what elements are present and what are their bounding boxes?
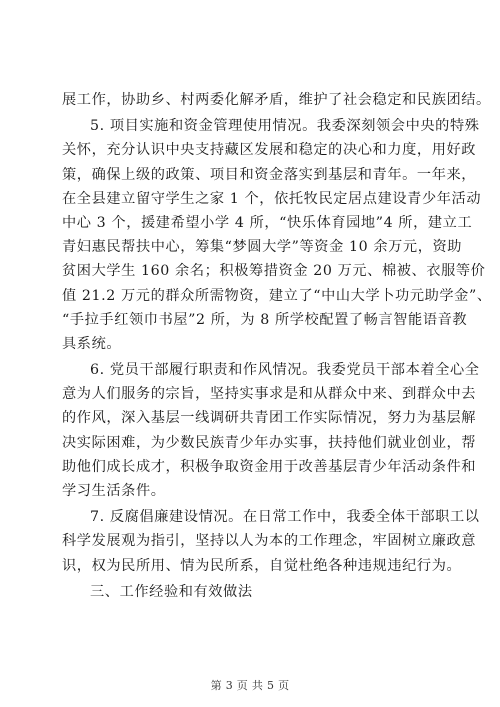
paragraph-line: 意为人们服务的宗旨，坚持实事求是和从群众中来、到群众中去: [62, 386, 477, 403]
paragraph: [62, 358, 480, 503]
page-footer: 第 3 页 共 5 页: [210, 679, 290, 692]
paragraph: [62, 580, 442, 604]
paragraph-line: 学习生活条件。: [62, 483, 166, 499]
paragraph: [62, 505, 480, 578]
paragraph-line: 5. 项目实施和资金管理使用情况。我委深刻领会中央的特殊: [90, 118, 480, 135]
paragraph-line: 识，权为民所用、情为民所系，自觉杜绝各种违规违纪行为。: [62, 557, 462, 574]
paragraph-line: 三、工作经验和有效做法: [90, 583, 253, 600]
paragraph-line: 6. 党员干部履行职责和作风情况。我委党员干部本着全心全: [90, 362, 480, 379]
paragraph-line: “手拉手红领巾书屋”2 所，为 8 所学校配置了畅言智能语音教: [62, 311, 468, 328]
paragraph-line: 值 21.2 万元的群众所需物资，建立了“中山大学卜功元助学金”、: [62, 287, 492, 304]
paragraph-line: 具系统。: [62, 335, 122, 352]
paragraph-line: 在全县建立留守学生之家 1 个，依托牧民定居点建设青少年活动: [62, 190, 482, 207]
paragraph-line: 助他们成长成才，积极争取资金用于改善基层青少年活动条件和: [62, 458, 477, 475]
paragraph-line: 策，确保上级的政策、项目和资金落实到基层和青年。一年来，: [62, 166, 477, 183]
paragraph-line: 关怀，充分认识中央支持藏区发展和稳定的决心和力度，用好政: [62, 142, 477, 159]
paragraph: [62, 88, 491, 112]
paragraph-line: 青妇惠民帮扶中心，筹集“梦圆大学”等资金 10 余万元，资助: [62, 239, 463, 256]
paragraph-line: 7. 反腐倡廉建设情况。在日常工作中，我委全体干部职工以: [90, 509, 480, 526]
paragraph-line: 展工作，协助乡、村两委化解矛盾，维护了社会稳定和民族团结。: [62, 92, 491, 108]
paragraph-line: 中心 3 个，援建希望小学 4 所，“快乐体育园地”4 所，建立工: [62, 214, 473, 231]
paragraph-line: 贫困大学生 160 余名；积极筹措资金 20 万元、棉被、衣服等价: [62, 263, 486, 280]
document-body: [62, 88, 492, 604]
paragraph: [62, 114, 492, 356]
paragraph-line: 决实际困难，为少数民族青少年办实事，扶持他们就业创业，帮: [62, 434, 477, 451]
paragraph-line: 的作风，深入基层一线调研共青团工作实际情况，努力为基层解: [62, 410, 477, 427]
paragraph-line: 科学发展观为指引，坚持以人为本的工作理念，牢固树立廉政意: [62, 533, 477, 550]
